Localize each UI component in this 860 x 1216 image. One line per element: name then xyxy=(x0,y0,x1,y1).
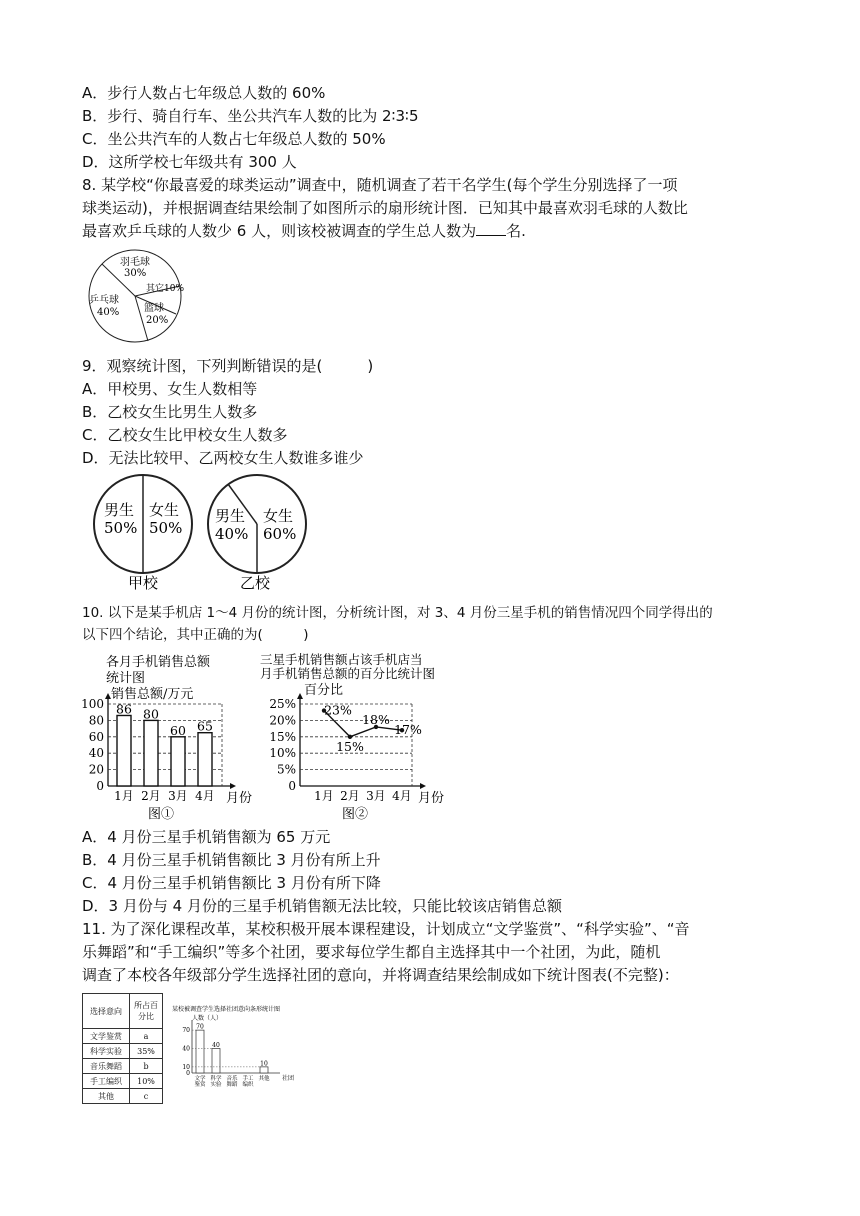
chart2-title-line1: 三星手机销售额占该手机店当 xyxy=(260,652,423,667)
chart3-y-tick-label: 10 xyxy=(182,1063,190,1071)
pie-pct-basketball: 20% xyxy=(146,315,169,326)
q7-option-a: A．步行人数占七年级总人数的 60% xyxy=(82,84,326,102)
chart3-ylabel: 人数（人） xyxy=(192,1015,223,1022)
chart1-bar-value-label: 80 xyxy=(143,706,159,722)
chart1-title-line1: 各月手机销售总额 xyxy=(106,655,211,670)
chart1-y-tick-label: 80 xyxy=(88,713,104,728)
pie-label-basketball: 篮球 xyxy=(144,303,164,314)
chart3-title: 某校被调查学生选择社团意向条形统计图 xyxy=(172,1006,281,1013)
q11-stem-line1: 11. 为了深化课程改革，某校积极开展本课程建设，计划成立“文学鉴赏”、“科学实验”、“音 xyxy=(82,920,690,938)
school-a-label: 甲校 xyxy=(128,574,159,592)
chart1-bar xyxy=(144,720,158,786)
chart3-x-tick-label-top: 文学 xyxy=(194,1076,206,1082)
q10-option-a: A．4 月份三星手机销售额为 65 万元 xyxy=(82,828,331,846)
chart3-bar xyxy=(260,1067,268,1073)
q8-stem-line1: 8. 某学校“你最喜爱的球类运动”调查中，随机调查了若干名学生(每个学生分别选择了一项 xyxy=(82,176,678,194)
chart2-point-value-label: 17% xyxy=(394,722,422,738)
chart3-x-tick-label-bottom: 鉴赏 xyxy=(194,1082,206,1088)
pie-label-badminton: 羽毛球 xyxy=(120,257,150,268)
pie-pct-badminton: 30% xyxy=(124,268,147,279)
q10-stem-line2: 以下四个结论，其中正确的为( ) xyxy=(82,627,309,643)
chart3-x-tick-label-top: 科学 xyxy=(210,1076,222,1082)
chart2-y-tick-label: 25% xyxy=(269,697,296,711)
chart3-bar xyxy=(196,1030,204,1073)
table-row xyxy=(83,1029,163,1044)
chart2-x-arrow xyxy=(420,783,426,789)
chart3-xlabel: 社团 xyxy=(282,1075,295,1082)
chart2-xlabel: 月份 xyxy=(418,791,445,806)
chart1-title-line2: 统计图 xyxy=(106,671,146,686)
q7-option-d: D．这所学校七年级共有 300 人 xyxy=(82,153,297,171)
chart1-y-tick-label: 0 xyxy=(96,779,104,793)
chart2-point-value-label: 15% xyxy=(336,738,364,754)
table-row xyxy=(83,1074,163,1089)
club-percentage-table xyxy=(82,993,163,1104)
pie-pct-other: 10% xyxy=(164,284,185,294)
chart2-y-tick-label: 20% xyxy=(269,713,296,728)
table-cell: 音乐舞蹈 xyxy=(83,1059,130,1074)
chart1-bar xyxy=(171,737,185,786)
chart2-caption: 图② xyxy=(342,807,369,822)
chart1-x-arrow xyxy=(230,783,236,789)
chart2-point-value-label: 18% xyxy=(362,711,390,727)
chart3-y-tick-label: 0 xyxy=(186,1070,190,1077)
q9-option-a: A．甲校男、女生人数相等 xyxy=(82,380,258,398)
q9-option-c: C．乙校女生比甲校女生人数多 xyxy=(82,426,288,444)
school-a-male-pct: 50% xyxy=(104,519,138,537)
q8-stem-line3 xyxy=(82,220,526,242)
q9-option-d: D．无法比较甲、乙两校女生人数谁多谁少 xyxy=(82,449,364,467)
chart3-x-tick-label-bottom: 编织 xyxy=(242,1082,254,1088)
q8-pie-chart xyxy=(80,248,192,348)
chart2-title-line2: 月手机销售总额的百分比统计图 xyxy=(260,666,436,681)
chart1-y-tick-label: 20 xyxy=(88,762,104,777)
chart1-bar-value-label: 86 xyxy=(116,701,132,717)
chart3-y-tick-label: 70 xyxy=(182,1027,190,1035)
chart3-x-tick-label-top: 音乐 xyxy=(226,1076,238,1082)
q8-stem-line3-text: 最喜欢乒乓球的人数少 6 人，则该校被调查的学生总人数为 xyxy=(82,222,477,240)
chart3-bar-value-label: 40 xyxy=(212,1042,220,1049)
pie-label-pingpong: 乒乓球 xyxy=(89,295,119,306)
chart1-x-tick-label: 3月 xyxy=(168,789,188,803)
table-cell: 科学实验 xyxy=(83,1044,130,1059)
club-intent-bar-chart xyxy=(168,1002,313,1092)
chart1-y-tick-label: 100 xyxy=(81,697,104,711)
chart2-point-value-label: 23% xyxy=(324,702,352,718)
pie-label-other: 其它 xyxy=(146,284,165,294)
table-row xyxy=(83,1044,163,1059)
school-a-female-pct: 50% xyxy=(149,519,183,537)
table-row xyxy=(83,1059,163,1074)
chart1-bar xyxy=(117,715,131,786)
chart2-y-tick-label: 10% xyxy=(269,746,296,761)
chart1-caption: 图① xyxy=(148,807,175,822)
q10-option-c: C．4 月份三星手机销售额比 3 月份有所下降 xyxy=(82,874,381,892)
chart2-x-tick-label: 3月 xyxy=(366,789,386,803)
answer-blank[interactable] xyxy=(476,221,506,236)
chart2-x-tick-label: 4月 xyxy=(392,789,412,803)
chart3-x-tick-label-bottom: 实验 xyxy=(210,1082,222,1088)
school-b-label: 乙校 xyxy=(240,574,271,592)
chart3-x-tick-label-top: 其他 xyxy=(258,1076,270,1082)
q10-option-b: B．4 月份三星手机销售额比 3 月份有所上升 xyxy=(82,851,381,869)
chart3-y-tick-label: 40 xyxy=(182,1045,190,1053)
chart1-x-tick-label: 2月 xyxy=(141,789,161,803)
samsung-share-line-chart xyxy=(258,650,448,822)
school-b-male-label: 男生 xyxy=(215,507,246,525)
chart1-bar-value-label: 65 xyxy=(197,718,213,734)
chart2-y-tick-label: 5% xyxy=(276,762,296,777)
q8-stem-line2: 球类运动)，并根据调查结果绘制了如图所示的扇形统计图．已知其中最喜欢羽毛球的人数比 xyxy=(82,199,688,217)
q11-stem-line3: 调查了本校各年级部分学生选择社团的意向，并将调查结果绘制成如下统计图表(不完整)： xyxy=(82,966,679,984)
q8-stem-line3-end: 名. xyxy=(506,222,526,240)
q7-option-c: C．坐公共汽车的人数占七年级总人数的 50% xyxy=(82,130,386,148)
school-b-female-label: 女生 xyxy=(263,507,294,525)
table-header-cell: 选择意向 xyxy=(83,994,130,1029)
chart2-x-tick-label: 2月 xyxy=(340,789,360,803)
q9-school-pies xyxy=(90,472,340,594)
chart1-y-tick-label: 40 xyxy=(88,746,104,761)
chart1-bar xyxy=(198,733,212,786)
pie-pct-pingpong: 40% xyxy=(97,307,120,318)
table-row xyxy=(83,1089,163,1104)
q11-stem-line2: 乐舞蹈”和“手工编织”等多个社团，要求每位学生都自主选择其中一个社团，为此，随机 xyxy=(82,943,661,961)
table-cell: 文学鉴赏 xyxy=(83,1029,130,1044)
chart1-ylabel: 销售总额/万元 xyxy=(111,687,194,702)
table-cell: 其他 xyxy=(83,1089,130,1104)
school-a-male-label: 男生 xyxy=(104,501,135,519)
chart3-x-tick-label-bottom: 舞蹈 xyxy=(226,1082,238,1088)
table-cell: 35% xyxy=(130,1044,163,1059)
table-cell: 10% xyxy=(130,1074,163,1089)
table-header-row xyxy=(83,994,163,1029)
chart2-x-tick-label: 1月 xyxy=(314,789,334,803)
q10-option-d: D．3 月份与 4 月份的三星手机销售额无法比较，只能比较该店销售总额 xyxy=(82,897,562,915)
chart2-y-arrow xyxy=(297,693,303,699)
school-b-female-pct: 60% xyxy=(263,525,297,543)
chart1-bar-value-label: 60 xyxy=(170,722,186,738)
q9-option-b: B．乙校女生比男生人数多 xyxy=(82,403,258,421)
chart2-y-tick-label: 15% xyxy=(269,729,296,744)
table-cell: 手工编织 xyxy=(83,1074,130,1089)
table-header-cell: 所占百分比 xyxy=(130,994,163,1029)
table-cell: c xyxy=(130,1089,163,1104)
chart2-ylabel: 百分比 xyxy=(304,683,344,698)
chart1-x-tick-label: 4月 xyxy=(195,789,215,803)
chart1-y-tick-label: 60 xyxy=(88,729,104,744)
school-b-male-pct: 40% xyxy=(215,525,249,543)
q7-option-b: B．步行、骑自行车、坐公共汽车人数的比为 2∶3∶5 xyxy=(82,107,419,125)
school-a-female-label: 女生 xyxy=(149,501,180,519)
chart1-xlabel: 月份 xyxy=(226,791,253,806)
chart1-x-tick-label: 1月 xyxy=(114,789,134,803)
chart3-bar-value-label: 10 xyxy=(260,1060,268,1068)
chart3-bar xyxy=(212,1049,220,1074)
q9-stem: 9．观察统计图，下列判断错误的是( ) xyxy=(82,357,374,375)
chart3-bar-value-label: 70 xyxy=(196,1023,204,1031)
chart2-y-tick-label: 0 xyxy=(288,779,296,793)
sales-total-bar-chart xyxy=(78,650,258,822)
chart3-x-tick-label-top: 手工 xyxy=(242,1076,254,1082)
table-cell: b xyxy=(130,1059,163,1074)
q10-stem-line1: 10. 以下是某手机店 1～4 月份的统计图，分析统计图，对 3、4 月份三星手机的销售情况四个同学得出的 xyxy=(82,605,713,621)
table-cell: a xyxy=(130,1029,163,1044)
